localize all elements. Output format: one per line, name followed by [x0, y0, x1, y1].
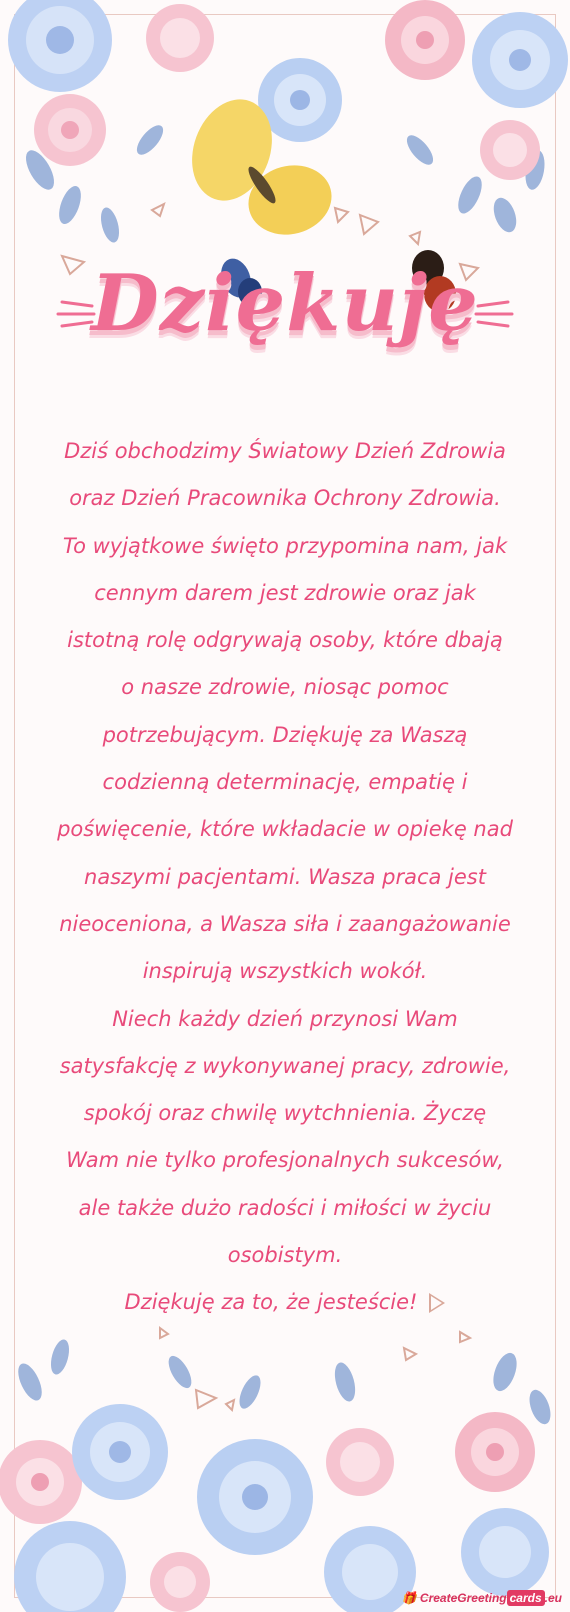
message-line: inspirują wszystkich wokół.	[142, 959, 428, 984]
flower-icon	[14, 1521, 126, 1612]
flower-icon	[455, 1412, 535, 1492]
flower-icon	[385, 0, 465, 80]
message-line: spokój oraz chwilę wytchnienia. Życzę	[83, 1101, 487, 1126]
flower-icon	[472, 12, 568, 108]
triangle-icon	[429, 1293, 445, 1313]
gift-icon: 🎁	[401, 1591, 417, 1605]
flower-icon	[150, 1552, 210, 1612]
message-line: To wyjątkowe święto przypomina nam, jak	[62, 533, 508, 558]
flower-icon	[8, 0, 112, 92]
flower-icon	[326, 1428, 394, 1496]
brand-text: CreateGreeting	[419, 1591, 507, 1605]
message-line: satysfakcję z wykonywanej pracy, zdrowie,	[59, 1053, 511, 1078]
closing-text: Dziękuję za to, że jesteście!	[124, 1290, 418, 1315]
flower-icon	[0, 1440, 82, 1524]
message-line: oraz Dzień Pracownika Ochrony Zdrowia.	[69, 486, 501, 511]
message-line: poświęcenie, które wkładacie w opiekę nad	[57, 817, 513, 842]
message-line: codzienną determinację, empatię i	[102, 770, 468, 795]
top-floral-decoration	[0, 0, 570, 250]
flower-icon	[34, 94, 106, 166]
brand-suffix: .eu	[544, 1591, 562, 1605]
flower-icon	[146, 4, 214, 72]
message-line: osobistym.	[227, 1243, 343, 1268]
message-line: potrzebującym. Dziękuję za Waszą	[102, 722, 468, 747]
flower-icon	[197, 1439, 313, 1555]
message-line: Wam nie tylko profesjonalnych sukcesów,	[66, 1148, 504, 1173]
message-line: ale także dużo radości i miłości w życiu	[78, 1195, 492, 1220]
card-message	[34, 428, 536, 1327]
bottom-floral-decoration	[0, 1312, 570, 1612]
message-line: o nasze zdrowie, niosąc pomoc	[121, 675, 449, 700]
flower-icon	[461, 1508, 549, 1596]
brand-highlight: cards	[507, 1590, 545, 1606]
card-title: Dziękuję	[91, 258, 479, 349]
flower-icon	[72, 1404, 168, 1500]
message-line: Dziś obchodzimy Światowy Dzień Zdrowia	[64, 439, 506, 463]
brand-logo[interactable]	[402, 1590, 562, 1606]
message-line: naszymi pacjentami. Wasza praca jest	[84, 864, 486, 889]
message-line: Niech każdy dzień przynosi Wam	[112, 1006, 458, 1031]
message-line: nieoceniona, a Wasza siła i zaangażowanie	[59, 911, 511, 936]
message-line: istotną rolę odgrywają osoby, które dbają	[67, 628, 503, 653]
title-area	[0, 240, 570, 410]
triangle-icon	[160, 1328, 470, 1410]
flower-icon	[480, 120, 540, 180]
message-line: cennym darem jest zdrowie oraz jak	[94, 580, 476, 605]
